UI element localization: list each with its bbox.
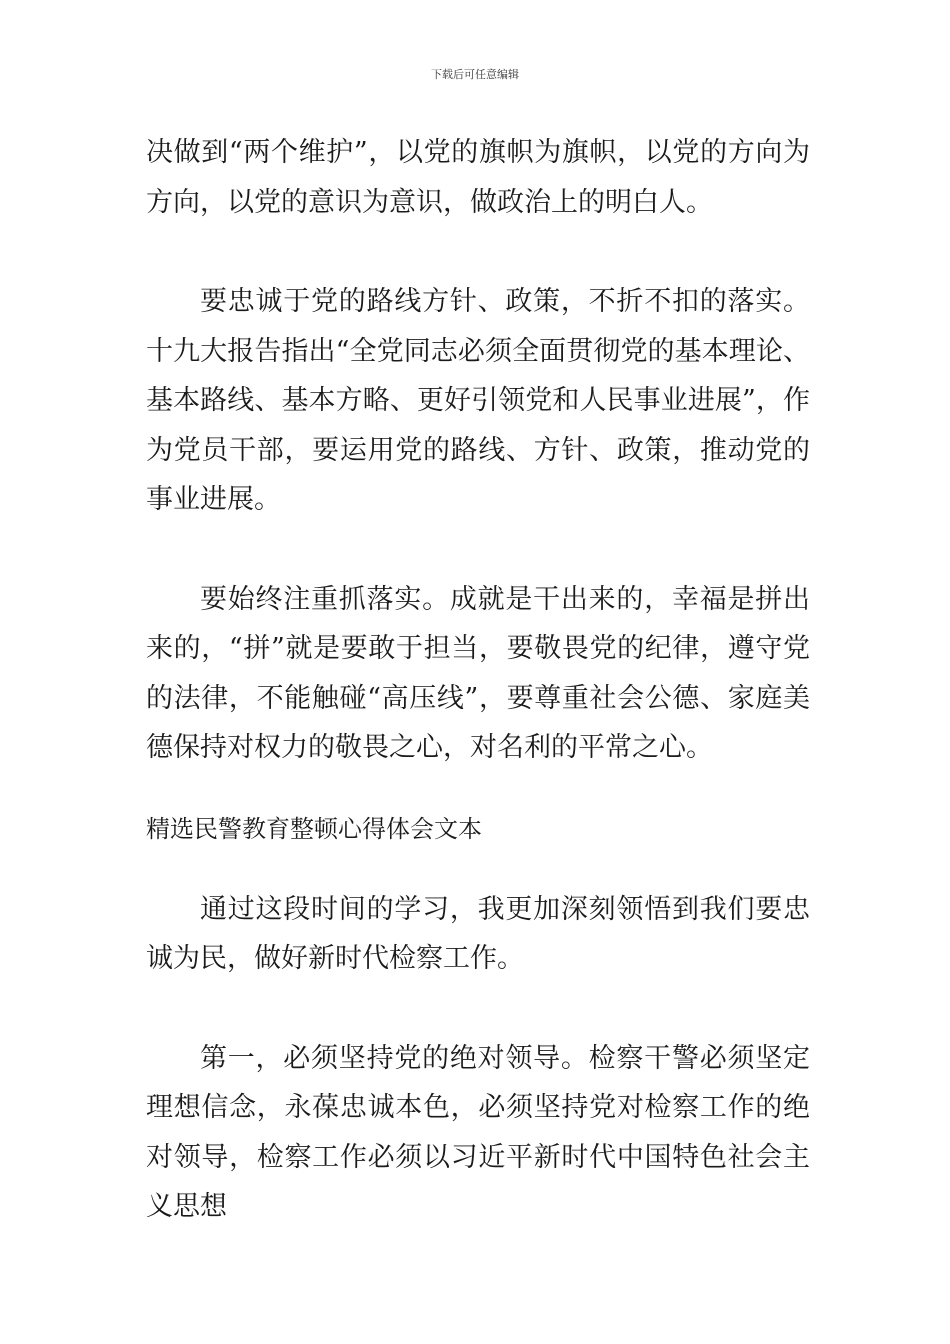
document-body bbox=[146, 128, 810, 1232]
section-heading: 精选民警教育整顿心得体会文本 bbox=[146, 814, 482, 843]
paragraph-3: 要始终注重抓落实。成就是干出来的，幸福是拼出来的，“拼”就是要敢于担当，要敬畏党的纪律，遵守党的法律，不能触碰“高压线”，要尊重社会公德、家庭美德保持对权力的敬畏之心，对名利的平常之心。 bbox=[146, 583, 810, 763]
paragraph-4: 通过这段时间的学习，我更加深刻领悟到我们要忠诚为民，做好新时代检察工作。 bbox=[146, 893, 810, 974]
paragraph-5: 第一，必须坚持党的绝对领导。检察干警必须坚定理想信念，永葆忠诚本色，必须坚持党对检察工作的绝对领导，检察工作必须以习近平新时代中国特色社会主义思想 bbox=[146, 1042, 810, 1222]
page-header: 下载后可任意编辑 bbox=[431, 68, 519, 81]
paragraph-1: 决做到“两个维护”，以党的旗帜为旗帜，以党的方向为方向，以党的意识为意识，做政治上的明白人。 bbox=[146, 137, 810, 218]
paragraph-2: 要忠诚于党的路线方针、政策，不折不扣的落实。十九大报告指出“全党同志必须全面贯彻党的基本理论、基本路线、基本方略、更好引领党和人民事业进展”，作为党员干部，要运用党的路线、方针、政策，推动党的事业进展。 bbox=[146, 286, 810, 515]
